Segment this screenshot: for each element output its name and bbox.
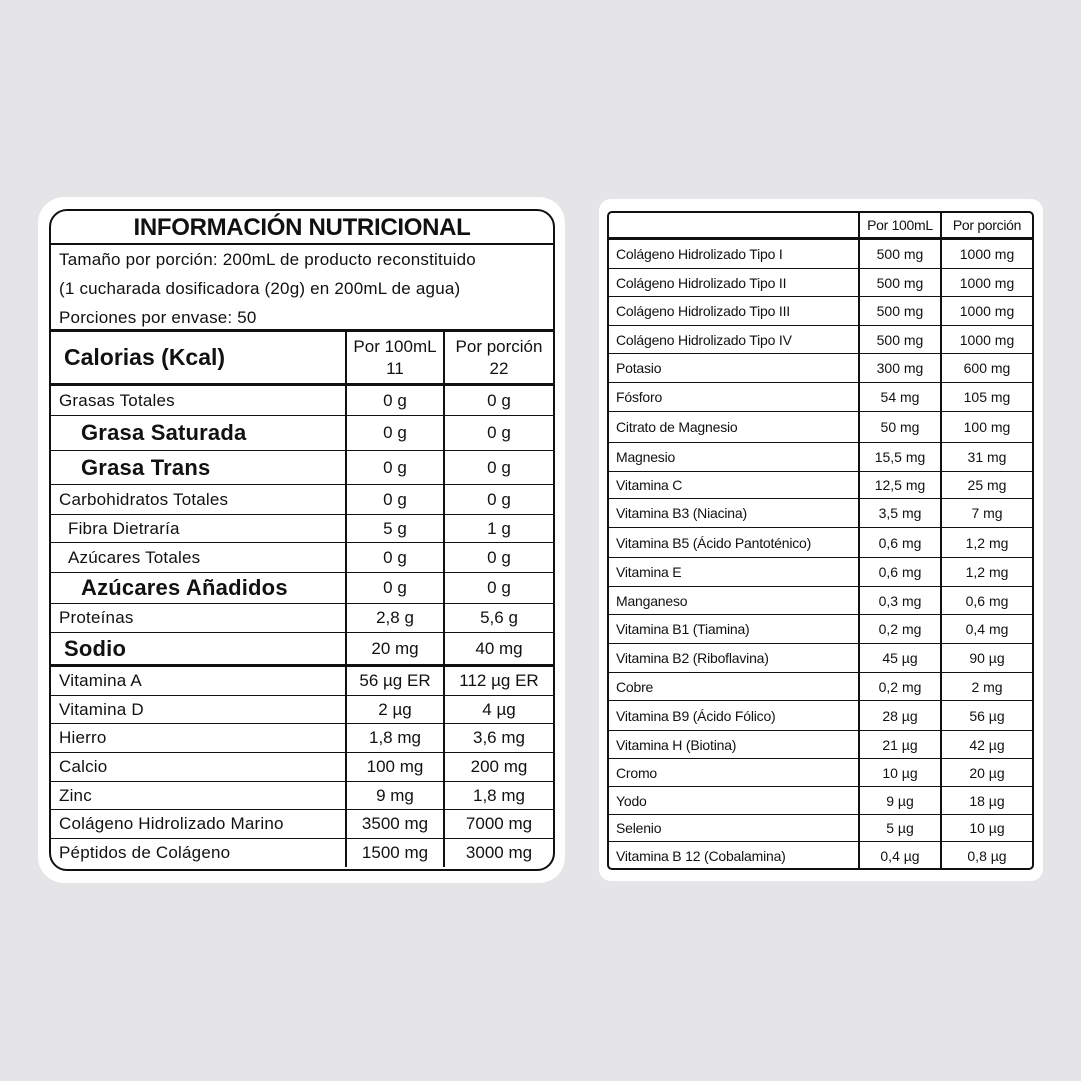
nutrient-name: Vitamina C (609, 472, 860, 498)
nutrient-per100: 0 g (347, 416, 445, 450)
nutrient-per100: 5 g (347, 515, 445, 542)
nutrient-portion: 40 mg (475, 638, 523, 658)
nutrient-name: Citrato de Magnesio (609, 412, 860, 442)
nutrient-per100: 5 µg (860, 815, 942, 841)
calories-per100-value: 11 (386, 359, 404, 378)
nutrient-portion: 42 µg (969, 736, 1005, 753)
nutrient-name: Colágeno Hidrolizado Tipo III (609, 297, 860, 325)
nutrient-per100: 56 µg ER (347, 667, 445, 695)
nutrient-portion: 0,4 mg (965, 621, 1009, 637)
table-row (51, 604, 553, 633)
nutrient-portion: 18 µg (969, 792, 1005, 809)
nutrient-per100: 0 g (347, 386, 445, 415)
nutrient-name: Vitamina B9 (Ácido Fólico) (609, 701, 860, 730)
nutrient-per100: 0 g (347, 485, 445, 514)
nutrient-name: Proteínas (51, 604, 347, 632)
nutrient-name: Grasas Totales (51, 386, 347, 415)
nutrient-per100: 2 µg (347, 696, 445, 723)
nutrient-name: Péptidos de Colágeno (51, 839, 347, 867)
nutrient-per100: 0,2 mg (860, 673, 942, 700)
nutrient-portion: 1,8 mg (473, 785, 525, 805)
nutrient-per100: 0,2 mg (860, 615, 942, 643)
table-row (609, 759, 1032, 787)
nutrient-portion: 90 µg (969, 650, 1005, 666)
table-row (51, 485, 553, 515)
nutrient-portion: 25 mg (967, 477, 1007, 493)
nutrient-name: Vitamina A (51, 667, 347, 695)
nutrient-name: Manganeso (609, 587, 860, 614)
nutrient-portion: 31 mg (967, 449, 1007, 465)
nutrient-per100: 20 mg (347, 633, 445, 664)
table-row (51, 753, 553, 782)
nutrient-per100: 2,8 g (347, 604, 445, 632)
servings-per-container: Porciones por envase: 50 (59, 308, 257, 327)
nutrition-title: INFORMACIÓN NUTRICIONAL (51, 211, 553, 245)
nutrient-portion: 1 g (487, 518, 511, 538)
nutrient-portion: 1000 mg (959, 303, 1015, 319)
nutrient-per100: 1500 mg (347, 839, 445, 867)
table-row (51, 515, 553, 543)
nutrient-portion: 1000 mg (959, 331, 1015, 348)
nutrient-portion: 0 g (487, 423, 511, 442)
nutrient-per100: 3,5 mg (860, 499, 942, 527)
calories-per100 (347, 332, 445, 383)
nutrient-portion: 20 µg (969, 764, 1005, 781)
nutrient-portion: 10 µg (969, 820, 1005, 836)
table-row (51, 451, 553, 485)
nutrient-portion: 0 g (487, 578, 511, 597)
nutrient-per100: 0 g (347, 573, 445, 603)
nutrient-name: Colágeno Hidrolizado Tipo IV (609, 326, 860, 353)
table-row (609, 354, 1032, 383)
nutrient-portion: 3,6 mg (473, 728, 525, 747)
nutrient-portion: 0,8 µg (967, 848, 1007, 864)
nutrient-name: Zinc (51, 782, 347, 809)
nutrient-name: Cobre (609, 673, 860, 700)
nutrient-portion: 0 g (487, 390, 511, 410)
nutrient-portion: 600 mg (963, 360, 1011, 376)
nutrient-portion: 2 mg (971, 678, 1003, 695)
table-row (609, 644, 1032, 673)
nutrient-name: Vitamina B1 (Tiamina) (609, 615, 860, 643)
col-header-portion: Por porción (952, 217, 1022, 233)
nutrient-name: Yodo (609, 787, 860, 814)
calories-row (51, 332, 553, 386)
table-row (51, 633, 553, 667)
nutrient-per100: 0,3 mg (860, 587, 942, 614)
nutrient-per100: 9 mg (347, 782, 445, 809)
nutrient-per100: 500 mg (860, 297, 942, 325)
table-row (51, 667, 553, 696)
table-row (609, 472, 1032, 499)
serving-info (51, 245, 553, 332)
nutrient-name: Cromo (609, 759, 860, 786)
calories-portion (445, 332, 553, 383)
nutrient-name: Vitamina E (609, 558, 860, 586)
table-body (609, 240, 1032, 870)
nutrient-name: Vitamina D (51, 696, 347, 723)
nutrient-portion: 1,2 mg (965, 534, 1009, 551)
nutrient-name: Magnesio (609, 443, 860, 471)
nutrient-name: Colágeno Hidrolizado Tipo II (609, 269, 860, 296)
nutrient-per100: 15,5 mg (860, 443, 942, 471)
nutrient-per100: 0 g (347, 543, 445, 572)
serving-size: Tamaño por porción: 200mL de producto reconstituido (59, 250, 476, 269)
col-header-portion: Por porción (455, 337, 543, 356)
table-row (609, 383, 1032, 412)
serving-note: (1 cucharada dosificadora (20g) en 200mL de agua) (59, 279, 461, 298)
nutrient-portion: 5,6 g (480, 608, 518, 627)
table-row (609, 499, 1032, 528)
nutrient-per100: 500 mg (860, 240, 942, 268)
nutrient-per100: 54 mg (860, 383, 942, 411)
nutrient-name: Fósforo (609, 383, 860, 411)
table-row (609, 615, 1032, 644)
nutrient-name: Sodio (51, 633, 347, 664)
table-row (609, 558, 1032, 587)
nutrient-per100: 12,5 mg (860, 472, 942, 498)
nutrient-name: Colágeno Hidrolizado Tipo I (609, 240, 860, 268)
nutrition-table-secondary (607, 211, 1034, 870)
nutrient-portion: 0 g (487, 489, 511, 509)
nutrient-name: Vitamina B3 (Niacina) (609, 499, 860, 527)
table-row (51, 386, 553, 416)
nutrient-portion: 0 g (487, 547, 511, 567)
nutrient-portion: 7000 mg (465, 814, 533, 833)
nutrient-per100: 100 mg (347, 753, 445, 781)
nutrient-name: Vitamina B5 (Ácido Pantoténico) (609, 528, 860, 557)
nutrient-per100: 45 µg (860, 644, 942, 672)
col-header-per100: Por 100mL (860, 213, 942, 237)
nutrition-panel-secondary (599, 199, 1043, 881)
nutrient-portion: 112 µg ER (459, 671, 539, 690)
nutrient-name: Colágeno Hidrolizado Marino (51, 810, 347, 838)
table-row (609, 297, 1032, 326)
nutrient-name: Vitamina B 12 (Cobalamina) (609, 842, 860, 870)
table-row (51, 839, 553, 867)
nutrient-name: Grasa Trans (51, 451, 347, 484)
nutrient-portion: 105 mg (963, 389, 1011, 405)
table-row (609, 587, 1032, 615)
col-header-per100: Por 100mL (353, 337, 437, 356)
nutrient-portion: 1,2 mg (965, 564, 1009, 580)
nutrient-name: Hierro (51, 724, 347, 752)
nutrient-portion: 56 µg (969, 707, 1005, 724)
nutrient-portion: 7 mg (971, 505, 1003, 521)
table-row (609, 701, 1032, 731)
table-row (609, 787, 1032, 815)
nutrient-portion: 4 µg (482, 699, 516, 719)
nutrient-per100: 500 mg (860, 326, 942, 353)
table-row (609, 326, 1032, 354)
nutrient-portion: 0 g (487, 457, 511, 477)
nutrient-per100: 1,8 mg (347, 724, 445, 752)
nutrient-name: Azúcares Añadidos (51, 573, 347, 603)
nutrient-name: Fibra Dietraría (51, 515, 347, 542)
calories-label: Calorias (Kcal) (51, 332, 347, 383)
nutrient-name: Carbohidratos Totales (51, 485, 347, 514)
table-row (51, 543, 553, 573)
table-row (609, 412, 1032, 443)
table-row (51, 696, 553, 724)
nutrient-portion: 100 mg (963, 419, 1011, 435)
table-row (609, 815, 1032, 842)
table-row (609, 269, 1032, 297)
table-row (51, 782, 553, 810)
table-row (609, 240, 1032, 269)
nutrient-name: Grasa Saturada (51, 416, 347, 450)
nutrient-name: Calcio (51, 753, 347, 781)
table-row (51, 416, 553, 451)
nutrient-portion: 3000 mg (465, 843, 533, 862)
table-row (609, 842, 1032, 870)
nutrient-per100: 300 mg (860, 354, 942, 382)
header-blank (609, 213, 860, 237)
nutrient-name: Azúcares Totales (51, 543, 347, 572)
nutrient-per100: 500 mg (860, 269, 942, 296)
table-row (609, 443, 1032, 472)
table-header (609, 213, 1032, 240)
nutrition-table-main (49, 209, 555, 871)
nutrient-per100: 50 mg (860, 412, 942, 442)
table-row (51, 724, 553, 753)
table-row (51, 573, 553, 604)
calories-portion-value: 22 (489, 359, 509, 378)
nutrient-name: Selenio (609, 815, 860, 841)
nutrient-per100: 21 µg (860, 731, 942, 758)
table-row (609, 731, 1032, 759)
nutrient-per100: 9 µg (860, 787, 942, 814)
nutrient-per100: 10 µg (860, 759, 942, 786)
nutrient-per100: 0,6 mg (860, 558, 942, 586)
nutrient-per100: 3500 mg (347, 810, 445, 838)
nutrient-name: Vitamina B2 (Riboflavina) (609, 644, 860, 672)
nutrient-per100: 0 g (347, 451, 445, 484)
nutrient-per100: 0,4 µg (860, 842, 942, 870)
table-row (609, 528, 1032, 558)
nutrient-per100: 28 µg (860, 701, 942, 730)
table-row (609, 673, 1032, 701)
table-row (51, 810, 553, 839)
nutrient-name: Potasio (609, 354, 860, 382)
nutrient-portion: 0,6 mg (965, 592, 1009, 609)
nutrient-per100: 0,6 mg (860, 528, 942, 557)
nutrition-panel-main (38, 197, 565, 883)
nutrient-portion: 1000 mg (959, 274, 1015, 291)
nutrient-portion: 200 mg (470, 757, 528, 776)
nutrient-portion: 1000 mg (959, 246, 1015, 262)
nutrient-name: Vitamina H (Biotina) (609, 731, 860, 758)
